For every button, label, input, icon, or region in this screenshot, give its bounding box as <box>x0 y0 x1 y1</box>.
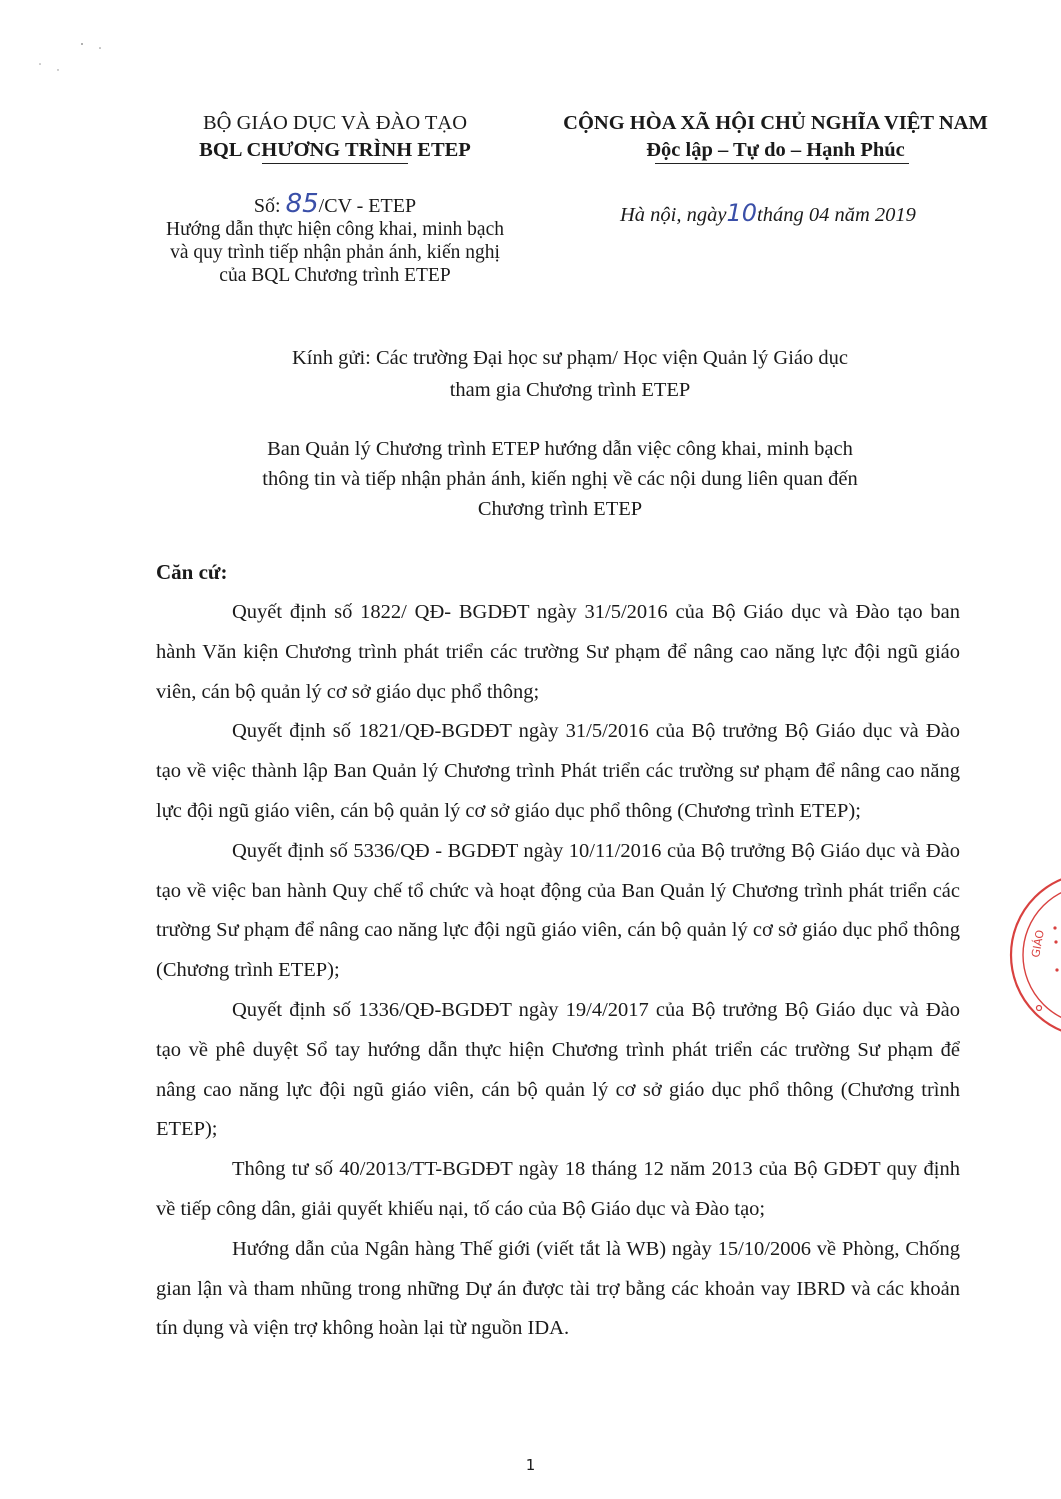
bases-heading: Căn cứ: <box>156 560 228 584</box>
reference-prefix: Số: <box>253 195 281 217</box>
intro-block <box>200 434 920 524</box>
basis-paragraph: Quyết định số 5336/QĐ - BGDĐT ngày 10/11/2016 của Bộ trưởng Bộ Giáo dục và Đào tạo về việc ban hành Quy chế tổ chức và hoạt động của Ban Quản lý Chương trình phát triển các trường Sư phạm để nâng cao năng lực đội ngũ giáo viên, cán bộ quản lý cơ sở giáo dục phổ thông (Chương trình ETEP); <box>156 839 960 982</box>
bases-list <box>156 593 960 1349</box>
handwritten-day: 10 <box>726 199 758 227</box>
reference-number <box>150 189 520 219</box>
subject-line: của BQL Chương trình ETEP <box>219 265 451 286</box>
basis-paragraph: Thông tư số 40/2013/TT-BGDĐT ngày 18 tháng 12 năm 2013 của Bộ GDĐT quy định về tiếp công dân, giải quyết khiếu nại, tố cáo của Bộ Giáo dục và Đào tạo; <box>156 1158 960 1220</box>
issue-date <box>620 199 916 227</box>
recipient-line: Kính gửi: Các trường Đại học sư phạm/ Học viện Quản lý Giáo dục <box>292 347 848 369</box>
intro-line: Ban Quản lý Chương trình ETEP hướng dẫn việc công khai, minh bạch <box>267 438 853 460</box>
issuer-block <box>170 110 500 164</box>
motto-underline <box>655 163 909 164</box>
basis-paragraph: Quyết định số 1821/QĐ-BGDĐT ngày 31/5/2016 của Bộ trưởng Bộ Giáo dục và Đào tạo về việc thành lập Ban Quản lý Chương trình Phát triển các trường sư phạm để nâng cao năng lực đội ngũ giáo viên, cán bộ quản lý cơ sở giáo dục phổ thông (Chương trình ETEP); <box>156 720 960 822</box>
subject-line: Hướng dẫn thực hiện công khai, minh bạch <box>166 219 504 240</box>
date-prefix: Hà nội, ngày <box>620 204 727 226</box>
handwritten-number: 85 <box>285 189 319 219</box>
recipient-line: tham gia Chương trình ETEP <box>449 379 691 401</box>
ministry-name: BỘ GIÁO DỤC VÀ ĐÀO TẠO <box>202 112 468 134</box>
national-motto: Độc lập – Tự do – Hạnh Phúc <box>646 139 905 161</box>
stamp-text: GIÁO <box>1029 928 1047 959</box>
reference-block <box>150 189 520 287</box>
basis-paragraph: Quyết định số 1336/QĐ-BGDĐT ngày 19/4/2017 của Bộ trưởng Bộ Giáo dục và Đào tạo về phê duyệt Sổ tay hướng dẫn thực hiện Chương trình phát triển các trường Sư phạm để nâng cao năng lực đội ngũ giáo viên, cán bộ quản lý cơ sở giáo dục phổ thông (Chương trình ETEP); <box>156 998 960 1141</box>
date-suffix: tháng 04 năm 2019 <box>757 204 916 226</box>
intro-line: Chương trình ETEP <box>477 498 643 520</box>
board-name: BQL CHƯƠNG TRÌNH ETEP <box>199 139 471 161</box>
country-name: CỘNG HÒA XÃ HỘI CHỦ NGHĨA VIỆT NAM <box>563 112 988 134</box>
reference-suffix: /CV - ETEP <box>318 195 417 217</box>
issuer-underline <box>262 163 408 164</box>
official-stamp <box>1001 870 1061 1040</box>
recipient-block <box>240 342 900 406</box>
intro-line: thông tin và tiếp nhận phản ánh, kiến nghị về các nội dung liên quan đến <box>262 468 858 490</box>
page-number: 1 <box>525 1456 536 1474</box>
national-header <box>538 110 1013 164</box>
basis-paragraph: Hướng dẫn của Ngân hàng Thế giới (viết tắt là WB) ngày 15/10/2006 về Phòng, Chống gian lận và tham nhũng trong những Dự án được tài trợ bằng các khoản vay IBRD và các khoản tín dụng và viện trợ không hoàn lại từ nguồn IDA. <box>156 1237 960 1340</box>
basis-paragraph: Quyết định số 1822/ QĐ- BGDĐT ngày 31/5/2016 của Bộ Giáo dục và Đào tạo ban hành Văn kiện Chương trình phát triển các trường Sư phạm để nâng cao năng lực đội ngũ giáo viên, cán bộ quản lý cơ sở giáo dục phổ thông; <box>156 601 960 703</box>
scan-specks <box>30 40 120 80</box>
subject-line: và quy trình tiếp nhận phản ánh, kiến nghị <box>170 242 500 263</box>
